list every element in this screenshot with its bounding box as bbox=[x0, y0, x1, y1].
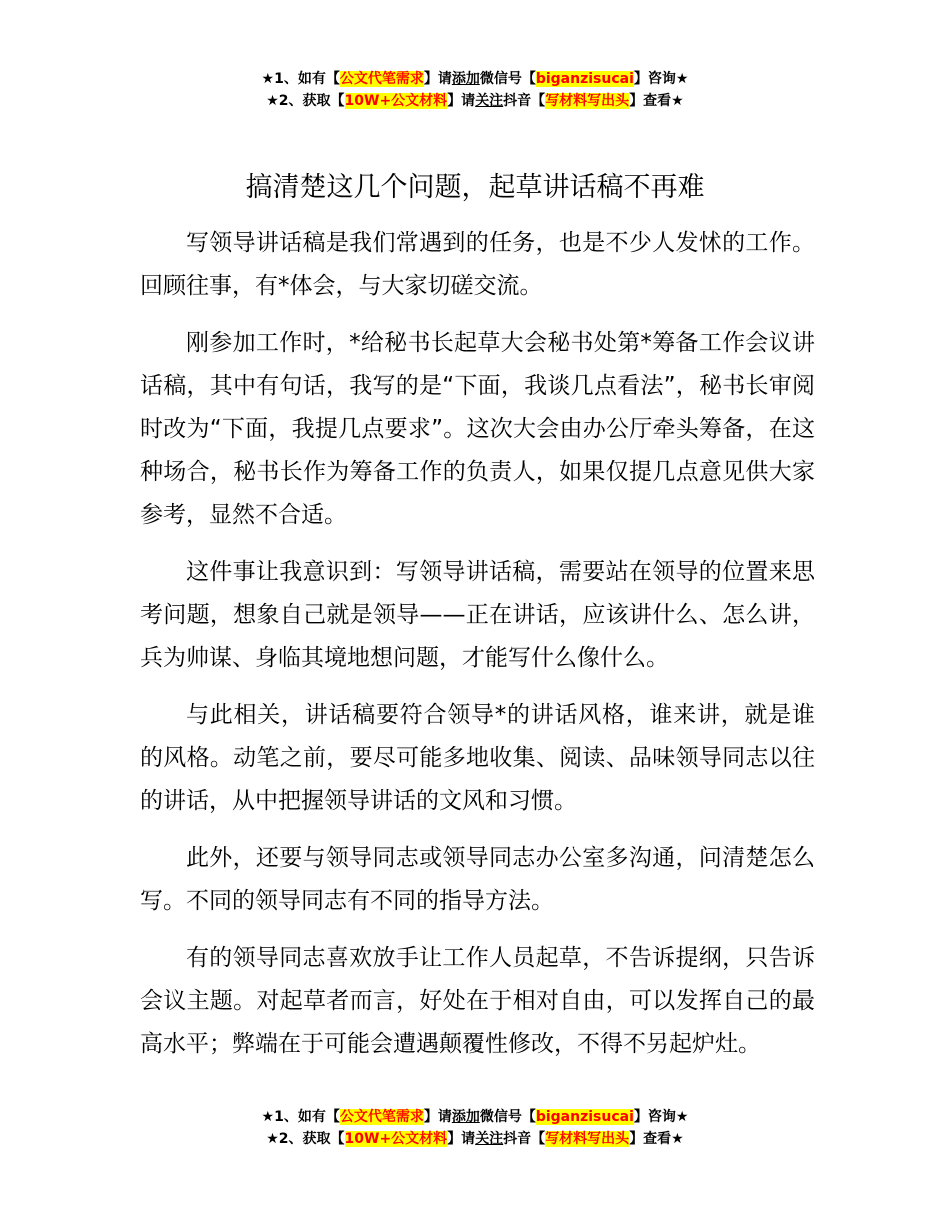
banner-text: 微信号【 bbox=[479, 71, 536, 87]
banner-highlight: 公文代笔需求 bbox=[339, 1109, 424, 1125]
banner-line-1 bbox=[0, 68, 950, 90]
banner-emphasis: 添加 bbox=[451, 71, 480, 87]
paragraph: 这件事让我意识到：写领导讲话稿，需要站在领导的位置来思考问题，想象自己就是领导——正在讲话，应该讲什么、怎么讲，兵为帅谋、身临其境地想问题，才能写什么像什么。 bbox=[140, 559, 815, 671]
paragraph: 此外，还要与领导同志或领导同志办公室多沟通，问清楚怎么写。不同的领导同志有不同的指导方法。 bbox=[140, 845, 815, 914]
banner-text: 】查看★ bbox=[629, 93, 684, 109]
paragraph: 与此相关，讲话稿要符合领导*的讲话风格，谁来讲，就是谁的风格。动笔之前，要尽可能多地收集、阅读、品味领导同志以往的讲话，从中把握领导讲话的文风和习惯。 bbox=[140, 702, 815, 814]
header-banner bbox=[0, 68, 950, 112]
banner-text: ★1、如有【 bbox=[261, 71, 340, 87]
banner-highlight: biganzisucai bbox=[535, 1109, 634, 1125]
document-title: 搞清楚这几个问题，起草讲话稿不再难 bbox=[245, 172, 705, 203]
document-body bbox=[140, 222, 815, 1080]
banner-text: 】请 bbox=[423, 71, 452, 87]
banner-line-1 bbox=[0, 1106, 950, 1128]
footer-banner bbox=[0, 1106, 950, 1150]
banner-text: ★2、获取【 bbox=[266, 93, 345, 109]
banner-text: ★1、如有【 bbox=[261, 1109, 340, 1125]
banner-text: 】查看★ bbox=[629, 1131, 684, 1147]
banner-highlight: 写材料写出头 bbox=[545, 1131, 630, 1147]
banner-text: 】咨询★ bbox=[633, 1109, 689, 1125]
banner-line-2 bbox=[0, 1128, 950, 1150]
banner-emphasis: 关注 bbox=[475, 93, 504, 109]
banner-text: 抖音【 bbox=[503, 1131, 546, 1147]
banner-text: 抖音【 bbox=[503, 93, 546, 109]
banner-text: 微信号【 bbox=[479, 1109, 536, 1125]
paragraph: 刚参加工作时，*给秘书长起草大会秘书处第*筹备工作会议讲话稿，其中有句话，我写的是“下面，我谈几点看法”，秘书长审阅时改为“下面，我提几点要求”。这次大会由办公厅牵头筹备，在这种场合，秘书长作为筹备工作的负责人，如果仅提几点意见供大家参考，显然不合适。 bbox=[140, 330, 815, 528]
banner-emphasis: 添加 bbox=[451, 1109, 480, 1125]
banner-emphasis: 关注 bbox=[475, 1131, 504, 1147]
banner-text: 】请 bbox=[447, 93, 476, 109]
banner-line-2 bbox=[0, 90, 950, 112]
banner-text: 】请 bbox=[447, 1131, 476, 1147]
banner-highlight: 10W+公文材料 bbox=[344, 1131, 448, 1147]
banner-highlight: 写材料写出头 bbox=[545, 93, 630, 109]
banner-highlight: 10W+公文材料 bbox=[344, 93, 448, 109]
banner-text: ★2、获取【 bbox=[266, 1131, 345, 1147]
banner-highlight: 公文代笔需求 bbox=[339, 71, 424, 87]
banner-text: 】请 bbox=[423, 1109, 452, 1125]
paragraph: 写领导讲话稿是我们常遇到的任务，也是不少人发怵的工作。回顾往事，有*体会，与大家切磋交流。 bbox=[140, 230, 815, 299]
banner-highlight: biganzisucai bbox=[535, 71, 634, 87]
banner-text: 】咨询★ bbox=[633, 71, 689, 87]
paragraph: 有的领导同志喜欢放手让工作人员起草，不告诉提纲，只告诉会议主题。对起草者而言，好处在于相对自由，可以发挥自己的最高水平；弊端在于可能会遭遇颠覆性修改，不得不另起炉灶。 bbox=[140, 945, 815, 1057]
